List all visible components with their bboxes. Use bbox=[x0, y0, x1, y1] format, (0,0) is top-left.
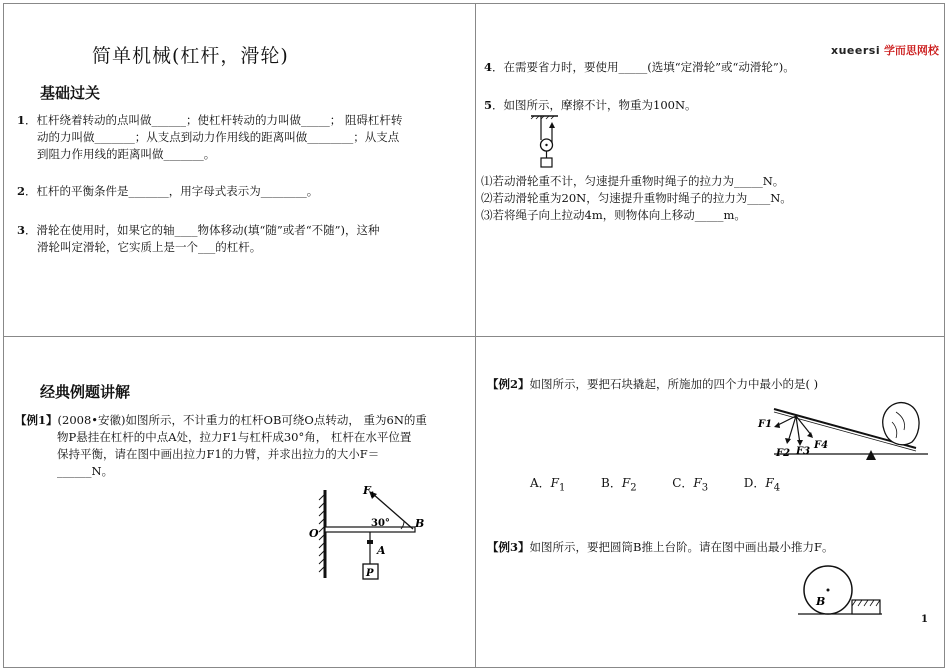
question-number: 5 bbox=[484, 98, 493, 112]
question-1 bbox=[17, 112, 402, 163]
horizontal-divider bbox=[3, 336, 945, 337]
question-number: 1 bbox=[17, 113, 26, 127]
question-5-sub-2: ⑵若动滑轮重为20N，匀速提升重物时绳子的拉力为____N。 bbox=[481, 191, 792, 205]
example-1-line-4: ______N。 bbox=[57, 464, 114, 478]
example-3-text: 如图所示，要把圆筒B推上台阶。请在图中画出最小推力F。 bbox=[529, 540, 834, 554]
logo bbox=[831, 42, 939, 58]
example-1-line-3: 保持平衡，请在图中画出拉力F1的力臂，并求出拉力的大小F＝ bbox=[57, 447, 380, 461]
lever-figure bbox=[305, 482, 425, 586]
example-3-tag: 【例3】 bbox=[487, 540, 530, 554]
example-3 bbox=[487, 539, 833, 556]
question-3-line-2: 滑轮叫定滑轮，它实质上是一个___的杠杆。 bbox=[37, 240, 262, 254]
question-5-sub-3: ⑶若将绳子向上拉动4m，则物体向上移动_____m。 bbox=[481, 208, 746, 222]
label-f1: F1 bbox=[758, 419, 773, 430]
pulley-figure bbox=[528, 114, 564, 172]
question-3 bbox=[17, 222, 380, 256]
question-1-line-3: 到阻力作用线的距离叫做_______。 bbox=[37, 147, 216, 161]
question-1-line-1: ．杠杆绕着转动的点叫做______；使杠杆转动的力叫做_____； 阻碍杠杆转 bbox=[25, 113, 403, 127]
example-1-line-2: 物P悬挂在杠杆的中点A处，拉力F1与杠杆成30°角， 杠杆在水平位置 bbox=[57, 430, 412, 444]
page-number: 1 bbox=[921, 614, 928, 625]
label-f-sub: 1 bbox=[370, 490, 375, 499]
question-2 bbox=[17, 183, 318, 200]
page-title: 简单机械(杠杆，滑轮) bbox=[92, 45, 289, 67]
label-f: F bbox=[363, 484, 371, 497]
crowbar-figure bbox=[756, 392, 931, 466]
label-p: P bbox=[366, 568, 374, 579]
example-1-line-1: (2008•安徽)如图所示，不计重力的杠杆OB可绕O点转动， 重为6N的重 bbox=[57, 413, 427, 427]
option-c[interactable]: C．$F_3$ bbox=[672, 476, 709, 494]
example-1-tag: 【例1】 bbox=[15, 413, 58, 427]
example-2-tag: 【例2】 bbox=[487, 377, 530, 391]
example-2-options bbox=[530, 474, 780, 493]
label-a: A bbox=[377, 544, 386, 557]
label-f3: F3 bbox=[796, 446, 811, 457]
cylinder-figure bbox=[796, 560, 886, 620]
logo-name: 学而思网校 bbox=[883, 44, 939, 57]
question-5-intro bbox=[484, 97, 697, 114]
label-o: O bbox=[309, 527, 319, 540]
option-d[interactable]: D．$F_4$ bbox=[743, 476, 781, 494]
question-3-line-1: ．滑轮在使用时，如果它的轴____物体移动(填“随”或者“不随”)，这种 bbox=[25, 223, 380, 237]
example-2-text: 如图所示，要把石块撬起，所施加的四个力中最小的是( ) bbox=[529, 377, 819, 391]
question-2-text: ．杠杆的平衡条件是_______，用字母式表示为________。 bbox=[25, 184, 319, 198]
example-2 bbox=[487, 376, 818, 393]
label-f4: F4 bbox=[814, 440, 829, 451]
question-number: 2 bbox=[17, 184, 26, 198]
question-number: 3 bbox=[17, 223, 26, 237]
option-a[interactable]: A．$F_1$ bbox=[530, 476, 566, 494]
label-angle: 30° bbox=[371, 518, 390, 529]
option-b[interactable]: B．$F_2$ bbox=[601, 476, 637, 494]
question-5-sub-1: ⑴若动滑轮重不计，匀速提升重物时绳子的拉力为_____N。 bbox=[481, 174, 785, 188]
section-heading-examples: 经典例题讲解 bbox=[40, 383, 131, 401]
logo-brand: xueersi bbox=[831, 44, 881, 57]
label-f2: F2 bbox=[776, 448, 791, 459]
example-1 bbox=[15, 412, 427, 480]
section-heading-basics: 基础过关 bbox=[40, 84, 101, 102]
question-5-intro-text: ．如图所示，摩擦不计，物重为100N。 bbox=[492, 98, 697, 112]
label-b: B bbox=[415, 517, 425, 530]
question-number: 4 bbox=[484, 60, 493, 74]
question-1-line-2: 动的力叫做_______；从支点到动力作用线的距离叫做________；从支点 bbox=[37, 130, 400, 144]
question-4-text: ．在需要省力时，要使用_____(选填“定滑轮”或“动滑轮”)。 bbox=[492, 60, 795, 74]
label-b-cylinder: B bbox=[816, 595, 826, 608]
question-5-subparts bbox=[481, 173, 792, 224]
question-4 bbox=[484, 59, 795, 76]
